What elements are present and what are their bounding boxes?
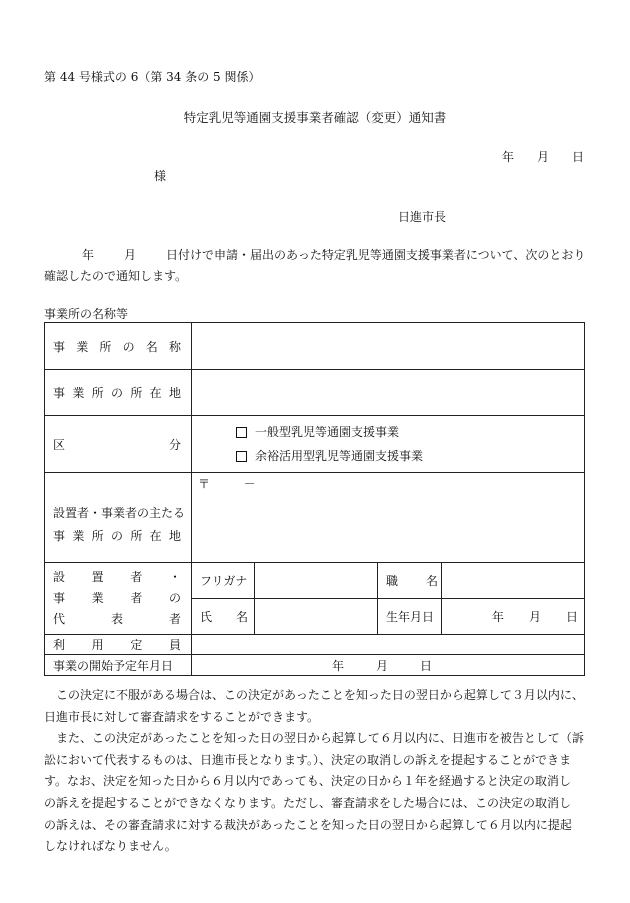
furigana-value[interactable]: [255, 563, 378, 599]
position-label: 職 名: [378, 563, 442, 599]
body-month: 月: [124, 248, 137, 262]
postal-dash: －: [243, 477, 256, 491]
row-facility-address: [45, 370, 585, 416]
issuer: 日進市長: [398, 210, 447, 224]
section-title: 事業所の名称等: [44, 307, 129, 321]
row-facility-name: [45, 323, 585, 370]
body-year: 年: [82, 248, 95, 262]
row-category: [45, 416, 585, 473]
capacity-label: 利 用 定 員: [45, 635, 192, 655]
notice-date: [502, 148, 584, 165]
furigana-label: フリガナ: [192, 563, 255, 599]
owner-address-value[interactable]: [192, 473, 585, 563]
category-options: [192, 416, 585, 473]
start-date-value[interactable]: 年 月 日: [192, 655, 585, 676]
category-option-general[interactable]: 一般型乳児等通園支援事業: [236, 420, 584, 444]
body-line1-rest: 日付けで申請・届出のあった特定乳児等通園支援事業者について、次のとおり: [166, 248, 586, 262]
facility-address-label: 事 業 所 の 所 在 地: [45, 370, 192, 416]
form-number: 第 44 号様式の 6（第 34 条の 5 関係）: [44, 70, 261, 84]
owner-address-label: 設置者・事業者の主たる 事 業 所 の 所 在 地: [45, 473, 192, 563]
notice-body: [44, 245, 588, 287]
checkbox-icon[interactable]: [236, 451, 247, 462]
date-year: 年: [502, 150, 515, 164]
checkbox-icon[interactable]: [236, 427, 247, 438]
postal-mark: 〒: [198, 477, 211, 491]
row-representative-furigana: [45, 563, 585, 599]
notice-body-line1: [44, 245, 588, 266]
notice-body-line2: 確認したので通知します。: [44, 269, 188, 283]
appeal-paragraph-2: また、この決定があったことを知った日の翌日から起算して６月以内に、日進市を被告として（訴: [56, 731, 584, 746]
date-day: 日: [571, 150, 584, 164]
name-field-value[interactable]: [255, 599, 378, 635]
category-option-surplus[interactable]: 余裕活用型乳児等通園支援事業: [236, 444, 584, 468]
capacity-value[interactable]: [192, 635, 585, 655]
row-owner-address: [45, 473, 585, 563]
facility-name-label: 事 業 所 の 名 称: [45, 323, 192, 370]
representative-label: 設 置 者 ・ 事 業 者 の 代 表 者: [45, 563, 192, 635]
start-date-label: 事業の開始予定年月日: [45, 655, 192, 676]
birthdate-value[interactable]: 年 月 日: [442, 599, 585, 635]
row-capacity: [45, 635, 585, 655]
row-start-date: [45, 655, 585, 676]
facility-address-value[interactable]: [192, 370, 585, 416]
appeal-notice: この決定に不服がある場合は、この決定があったことを知った日の翌日から起算して３月以内に、 日進市長に対して審査請求をすることができます。 また、この決定があったことを知った日の翌日から起算して６月以内に、日進市を被告として（訴 訟において代表するものは、日進市長となります。）、決定の取消しの訴えを提起することができま す。なお、決定を知った日から６月以内であっても、決定の日から１年を経過すると決定の取消し の訴えを提起することができなくなります。ただし、審査請求をした場合には、この決定の取消し の訴えは、その審査請求に対する裁決があったことを知った日の翌日から起算して６月以内に提起 しなければなりません。: [44, 685, 588, 858]
date-month: 月: [536, 150, 549, 164]
position-value[interactable]: [442, 563, 585, 599]
name-field-label: 氏 名: [192, 599, 255, 635]
category-label: 区 分: [45, 416, 192, 473]
facility-table: [44, 322, 585, 676]
addressee-suffix: 様: [154, 169, 167, 183]
document-title: 特定乳児等通園支援事業者確認（変更）通知書: [183, 110, 447, 125]
facility-name-value[interactable]: [192, 323, 585, 370]
birthdate-label: 生年月日: [378, 599, 442, 635]
appeal-paragraph-1: この決定に不服がある場合は、この決定があったことを知った日の翌日から起算して３月以内に、: [56, 688, 584, 702]
